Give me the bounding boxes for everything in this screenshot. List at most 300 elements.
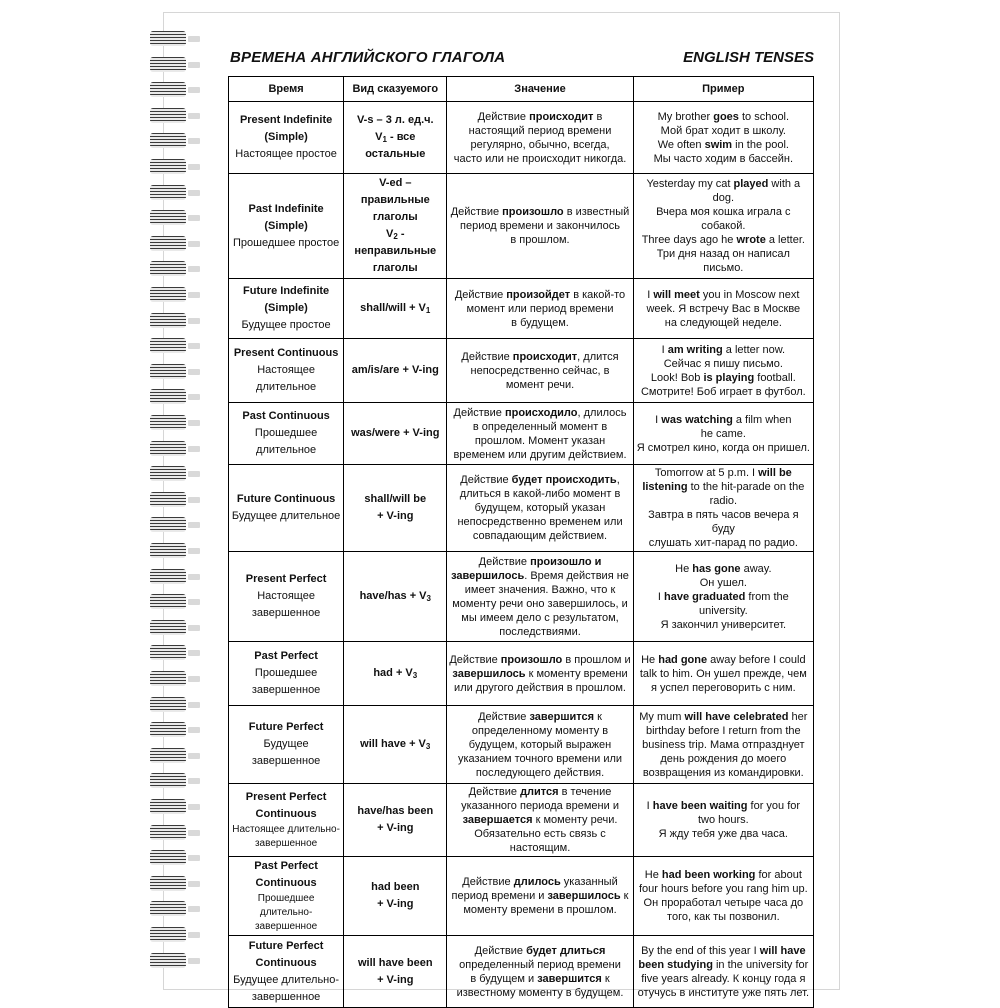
subscript: 3 [425,742,431,751]
meaning-cell [447,857,633,936]
tense-name: Continuous [255,956,317,969]
text-line [449,515,630,529]
plain-text: в какой-то [570,288,626,301]
tense-name-ru: Настоящее длительно- [232,824,340,835]
text-line [636,653,811,667]
form-text: V-ed – правильные [360,177,430,206]
subscript: 1 [425,306,431,315]
predicate-cell [344,403,447,465]
form-text: + V-ing [377,822,414,834]
spiral-ring [150,566,202,588]
text-line [449,813,630,827]
form-text: + V-ing [377,898,414,910]
spiral-ring [150,54,202,76]
predicate-cell [344,339,447,403]
plain-text: in the pool. [732,138,789,151]
bold-text: wrote [736,234,766,246]
plain-text: в прошлом. [510,234,570,246]
plain-text: Завтра в пять часов вечера я буду [648,509,799,535]
form-line [346,972,444,989]
bold-text: завершится [537,972,602,985]
tense-name: Present Indefinite [239,114,333,126]
bold-text: am writing [667,343,723,356]
tense-name-ru: Будущее длительное [231,510,341,522]
plain-text: four hours before you rang him up. [638,883,808,895]
tense-name: Continuous [255,877,317,889]
text-line [636,562,811,576]
text-line [636,724,811,738]
tense-name-ru: Будущее [263,738,309,750]
plain-text: в [593,110,603,123]
plain-text: того, как ты позвонил. [667,911,780,923]
table-header-row [229,77,814,102]
tense-name: Present Continuous [233,347,339,359]
plain-text: в определенный момент в [472,420,608,433]
plain-text: длиться в какой-либо момент в [459,488,621,500]
text-line [449,448,630,462]
spiral-ring [150,258,202,280]
bold-text: завершилось [547,890,621,902]
text-line [449,350,630,364]
tense-name: Past Perfect [254,860,318,872]
form-line [346,879,444,896]
predicate-cell [344,102,447,174]
tense-name: Future Indefinite [243,285,330,297]
meaning-cell [447,102,633,174]
bold-text: завершается [462,814,533,826]
example-cell [633,784,813,857]
text-line [636,413,811,427]
spiral-ring [150,694,202,716]
example-cell [633,857,813,936]
plain-text: football. [754,371,796,384]
form-text: + V-ing [377,973,414,986]
table-row [229,102,814,174]
tense-cell [229,339,344,403]
table-row [229,403,814,465]
plain-text: или другого действия в прошлом. [454,681,626,694]
text-line [449,583,630,597]
title-english: ENGLISH TENSES [683,49,814,66]
text-line [449,958,630,972]
text-line [636,466,811,480]
spiral-ring [150,847,202,869]
plain-text: период времени и [451,890,548,902]
spiral-ring [150,156,202,178]
plain-text: последующего действия. [475,766,605,779]
example-cell [633,279,813,339]
plain-text: , длилось [577,406,627,419]
text-line [449,501,630,515]
text-line [449,875,630,889]
plain-text: He [644,869,662,881]
bold-text: had been working [661,869,756,881]
predicate-cell [344,174,447,279]
tense-name-ru: завершенное [254,921,318,932]
text-line [449,406,630,420]
text-line [449,487,630,501]
text-line [636,738,811,752]
text-line [636,536,811,550]
spiral-ring [150,950,202,972]
text-line [636,813,811,827]
spiral-ring [150,284,202,306]
text-line [449,625,630,639]
plain-text: We often [657,138,705,151]
plain-text: регулярно, обычно, всегда, [470,138,610,151]
spiral-ring [150,745,202,767]
plain-text: день рождения до моего [660,752,787,765]
text-line [636,868,811,882]
form-text: have/has been [357,805,434,817]
tense-cell [229,102,344,174]
tense-name: Present Perfect [245,573,327,585]
table-row [229,706,814,784]
tense-name-ru: Настоящее [257,590,315,602]
spiral-ring [150,361,202,383]
bold-text: goes [713,110,739,123]
plain-text: radio. [709,495,738,507]
plain-text: Он проработал четыре часа до [643,897,804,909]
tense-name-ru: длительное [256,381,317,393]
predicate-cell [344,552,447,642]
text-line [636,302,811,316]
plain-text: university. [698,604,748,617]
text-line [449,152,630,166]
tense-name-ru: длительное [256,444,317,456]
text-line [449,302,630,316]
text-line [449,555,630,569]
plain-text: отучусь в институте уже пять лет. [637,986,810,999]
form-text: глаголы [372,262,418,274]
plain-text: в известный [563,206,630,218]
text-line [636,827,811,841]
table-row [229,339,814,403]
spiral-ring [150,668,202,690]
tense-cell [229,706,344,784]
form-text: had + V [373,667,413,679]
plain-text: Look! Bob [650,371,704,384]
text-line [636,576,811,590]
form-text: will have been [357,956,433,969]
tense-cell [229,279,344,339]
plain-text: к [601,972,610,985]
plain-text: известному моменту в будущем. [456,986,624,999]
text-line [449,110,630,124]
plain-text: her [788,710,808,723]
header-tense: Время [229,77,344,102]
table-row [229,279,814,339]
spiral-ring [150,463,202,485]
plain-text: непосредственно сейчас, в [470,364,610,377]
bold-text: будет длиться [526,944,606,957]
header-meaning: Значение [447,77,633,102]
plain-text: Действие [461,350,513,363]
text-line [449,738,630,752]
form-text: will have + V [360,738,426,750]
plain-text: к моменту речи. [532,814,618,826]
plain-text: Действие [454,288,507,301]
text-line [449,138,630,152]
plain-text: Действие [450,206,503,218]
bold-text: происходит [529,110,594,123]
text-line [449,205,630,219]
plain-text: Действие [468,786,521,798]
meaning-cell [447,403,633,465]
form-text: shall/will + V [360,302,426,314]
tense-name: Future Perfect [248,721,324,733]
form-text: V-s – 3 л. ед.ч. [356,114,434,126]
spiral-ring [150,873,202,895]
plain-text: моменту времени в прошлом. [463,904,617,916]
plain-text: период времени и закончилось [460,220,620,232]
plain-text: I [647,288,654,301]
tense-cell [229,642,344,706]
tense-name: Past Continuous [242,410,330,422]
tense-name: Present Perfect [245,791,327,803]
plain-text: for you for [747,800,801,812]
text-line [636,288,811,302]
text-line [449,597,630,611]
plain-text: будущем, который указан [474,502,606,514]
spiral-ring [150,514,202,536]
meaning-cell [447,465,633,552]
form-line [346,491,444,508]
tense-name: (Simple) [264,131,308,143]
table-row [229,784,814,857]
plain-text: birthday before I return from the [645,724,801,737]
text-line [449,529,630,543]
plain-text: I [655,413,662,426]
table-row [229,642,814,706]
bold-text: swim [704,138,733,151]
bold-text: длилось [513,876,561,888]
text-line [636,710,811,724]
example-cell [633,465,813,552]
tense-name-ru: Будущее длительно- [233,973,340,986]
text-line [636,385,811,399]
bold-text: is playing [703,371,755,384]
bold-text: произошло [500,653,563,666]
plain-text: Действие [478,710,530,723]
spiral-ring [150,617,202,639]
text-line [449,316,630,330]
tense-cell [229,174,344,279]
plain-text: Tomorrow at 5 p.m. I [654,467,759,479]
title-russian: ВРЕМЕНА АНГЛИЙСКОГО ГЛАГОЛА [230,49,506,66]
form-line [346,896,444,913]
tense-name-ru: Настоящее [257,364,315,376]
meaning-cell [447,642,633,706]
plain-text: I [646,800,653,812]
subscript: 3 [426,594,431,603]
spiral-ring [150,182,202,204]
plain-text: My mum [639,710,685,723]
spiral-ring [150,642,202,664]
spiral-ring [150,412,202,434]
spiral-ring [150,79,202,101]
form-text: глаголы [372,211,418,223]
plain-text: на следующей неделе. [664,316,782,329]
form-line [346,112,444,129]
plain-text: Мой брат ходит в школу. [660,124,786,137]
plain-text: Я закончил университет. [660,618,787,631]
text-line [636,958,811,972]
form-text: - неправильные [354,228,437,257]
text-line [449,752,630,766]
plain-text: Действие [478,555,531,568]
bold-text: been studying [638,958,713,971]
plain-text: к [620,890,629,902]
tense-name-ru: завершенное [251,755,321,767]
form-text: V [386,228,394,240]
text-line [636,124,811,138]
form-text: have/has + V [359,590,427,602]
text-line [636,441,811,455]
tense-cell [229,936,344,1008]
predicate-cell [344,936,447,1008]
text-line [449,972,630,986]
form-line [346,260,444,277]
example-cell [633,936,813,1008]
spiral-ring [150,335,202,357]
plain-text: in the university for [712,958,809,971]
text-line [636,480,811,494]
table-row [229,174,814,279]
text-line [636,247,811,275]
example-cell [633,706,813,784]
spiral-ring [150,233,202,255]
plain-text: five years already. К концу года я [641,972,806,985]
text-line [636,357,811,371]
text-line [636,896,811,910]
text-line [636,508,811,536]
plain-text: away before I could [707,653,806,666]
predicate-cell [344,857,447,936]
example-cell [633,339,813,403]
form-line [346,300,444,317]
bold-text: will have celebrated [684,710,789,723]
spiral-ring [150,898,202,920]
text-line [449,473,630,487]
plain-text: Он ушел. [699,576,747,589]
plain-text: момент речи. [505,378,575,391]
form-line [346,425,444,442]
bold-text: had gone [658,653,708,666]
plain-text: Действие [477,110,530,123]
tense-name-ru: завершенное [251,607,321,619]
text-line [636,371,811,385]
spiral-ring [150,28,202,50]
form-text: + V-ing [377,510,414,522]
tense-name: (Simple) [264,302,308,314]
tense-name-ru: Настоящее простое [235,148,337,160]
text-line [449,710,630,724]
text-line [636,910,811,924]
tense-name: Future Continuous [236,493,336,505]
tense-name-ru: Прошедшее [254,427,318,439]
text-line [636,944,811,958]
text-line [449,569,630,583]
plain-text: Действие [460,474,512,486]
text-line [636,882,811,896]
text-line [449,611,630,625]
example-cell [633,403,813,465]
text-line [449,667,630,681]
predicate-cell [344,784,447,857]
header-example: Пример [633,77,813,102]
bold-text: will be [758,467,792,479]
example-cell [633,102,813,174]
bold-text: завершилось [451,569,525,582]
text-line [449,827,630,855]
plain-text: момент или период времени [466,302,614,315]
tense-cell [229,465,344,552]
plain-text: away. [740,562,772,575]
form-line [346,508,444,525]
plain-text: you in Moscow next [699,288,800,301]
plain-text: , длится [577,350,619,363]
tense-cell [229,857,344,936]
plain-text: мы имеем дело с результатом, [461,611,619,624]
predicate-cell [344,642,447,706]
bold-text: произошло [502,206,564,218]
form-text: am/is/are + V-ing [351,364,439,376]
spiral-ring [150,310,202,332]
tense-cell [229,784,344,857]
bold-text: происходит [512,350,578,363]
spiral-ring [150,719,202,741]
plain-text: Действие [474,944,527,957]
text-line [449,364,630,378]
plain-text: к [594,710,602,723]
plain-text: в будущем. [511,316,569,329]
text-line [636,427,811,441]
plain-text: . Время действия не [524,569,629,582]
bold-text: произошло и [530,555,602,568]
text-line [449,766,630,780]
plain-text: к моменту времени [525,667,628,680]
tense-name-ru: завершенное [254,838,318,849]
plain-text: I [661,343,668,356]
spiral-ring [150,796,202,818]
text-line [636,752,811,766]
plain-text: часто или не происходит никогда. [453,152,627,165]
plain-text: He [675,562,693,575]
meaning-cell [447,936,633,1008]
text-line [449,986,630,1000]
plain-text: with a dog. [712,178,801,204]
form-line [346,820,444,837]
plain-text: последствиями. [499,625,581,638]
tense-cell [229,403,344,465]
form-line [346,226,444,260]
form-line [346,803,444,820]
meaning-cell [447,174,633,279]
plain-text: I [657,590,665,603]
form-line [346,362,444,379]
tense-name: Past Indefinite [248,202,324,215]
form-text: shall/will be [364,493,427,505]
spiral-binding [150,28,202,978]
spiral-ring [150,591,202,613]
table-row [229,936,814,1008]
plain-text: two hours. [697,814,749,826]
bold-text: завершится [529,710,595,723]
table-row [229,552,814,642]
plain-text: week. Я встречу Вас в Москве [646,302,801,315]
plain-text: указанием точного времени или [457,752,623,765]
